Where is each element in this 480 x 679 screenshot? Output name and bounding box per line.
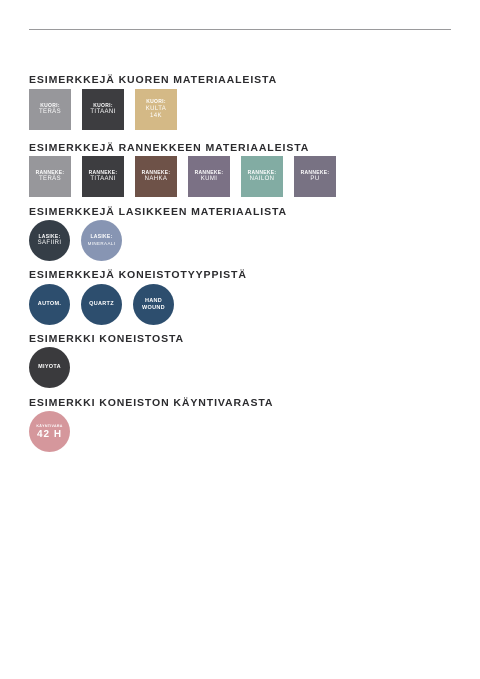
section-title-movement-types: ESIMERKKEJÄ KONEISTOTYYPPISTÄ [29,269,247,281]
swatch-label: RANNEKE: [141,169,171,176]
section-title-case-materials: ESIMERKKEJÄ KUOREN MATERIAALEISTA [29,74,278,86]
badge-label: KÄYNTIVARA [36,423,63,428]
swatch-label: KUORI: [93,102,113,109]
badge-label: QUARTZ [89,301,114,308]
strap-material-swatch-steel [29,156,71,197]
section-title-movement-example: ESIMERKKI KONEISTOSTA [29,333,185,345]
swatch-label: KUORI: [40,102,60,109]
strap-material-swatch-leather [135,156,177,197]
top-divider [29,29,451,30]
swatch-value: TERÄS [38,109,61,116]
glass-material-badge-mineral [81,220,122,261]
strap-material-swatch-rubber [188,156,230,197]
case-material-swatch-titanium [82,89,124,130]
strap-material-row [29,156,336,197]
movement-type-badge-quartz [81,284,122,325]
glass-material-row [29,220,122,261]
strap-material-swatch-titanium [82,156,124,197]
case-material-swatch-gold [135,89,177,130]
section-title-strap-materials: ESIMERKKEJÄ RANNEKKEEN MATERIAALEISTA [29,142,310,154]
swatch-label: RANNEKE: [35,169,65,176]
section-title-glass-materials: ESIMERKKEJÄ LASIKKEEN MATERIAALISTA [29,206,288,218]
swatch-value: NAHKA [144,176,168,183]
badge-label: MIYOTA [38,364,61,371]
swatch-value: KUMI [200,176,218,183]
badge-value: 42 H [36,428,63,440]
swatch-label: RANNEKE: [247,169,277,176]
case-material-row [29,89,177,130]
badge-value: SAFIIRI [37,240,62,247]
movement-type-row [29,284,174,325]
badge-label: LASIKE: [90,233,113,240]
case-material-swatch-steel [29,89,71,130]
badge-value: MINERAALI [87,241,116,247]
movement-type-badge-automatic [29,284,70,325]
swatch-value: NAILON [249,176,275,183]
swatch-value: PU [310,176,320,183]
strap-material-swatch-nylon [241,156,283,197]
swatch-label: RANNEKE: [88,169,118,176]
strap-material-swatch-pu [294,156,336,197]
glass-material-badge-sapphire [29,220,70,261]
movement-example-row [29,347,70,388]
section-title-power-reserve: ESIMERKKI KONEISTON KÄYNTIVARASTA [29,397,274,409]
badge-label: AUTOM. [37,301,62,308]
swatch-label: RANNEKE: [194,169,224,176]
badge-label: HAND WOUND [142,298,165,311]
swatch-label: RANNEKE: [300,169,330,176]
power-reserve-row [29,411,70,452]
swatch-value: TERÄS [38,176,61,183]
swatch-value: TITAANI [90,109,116,116]
badge-label: LASIKE: [38,233,61,240]
swatch-label: KUORI: [146,99,166,106]
movement-type-badge-hand-wound [133,284,174,325]
movement-badge-miyota [29,347,70,388]
swatch-value: TITAANI [90,176,116,183]
power-reserve-badge [29,411,70,452]
swatch-value: KULTA 14K [145,105,167,119]
